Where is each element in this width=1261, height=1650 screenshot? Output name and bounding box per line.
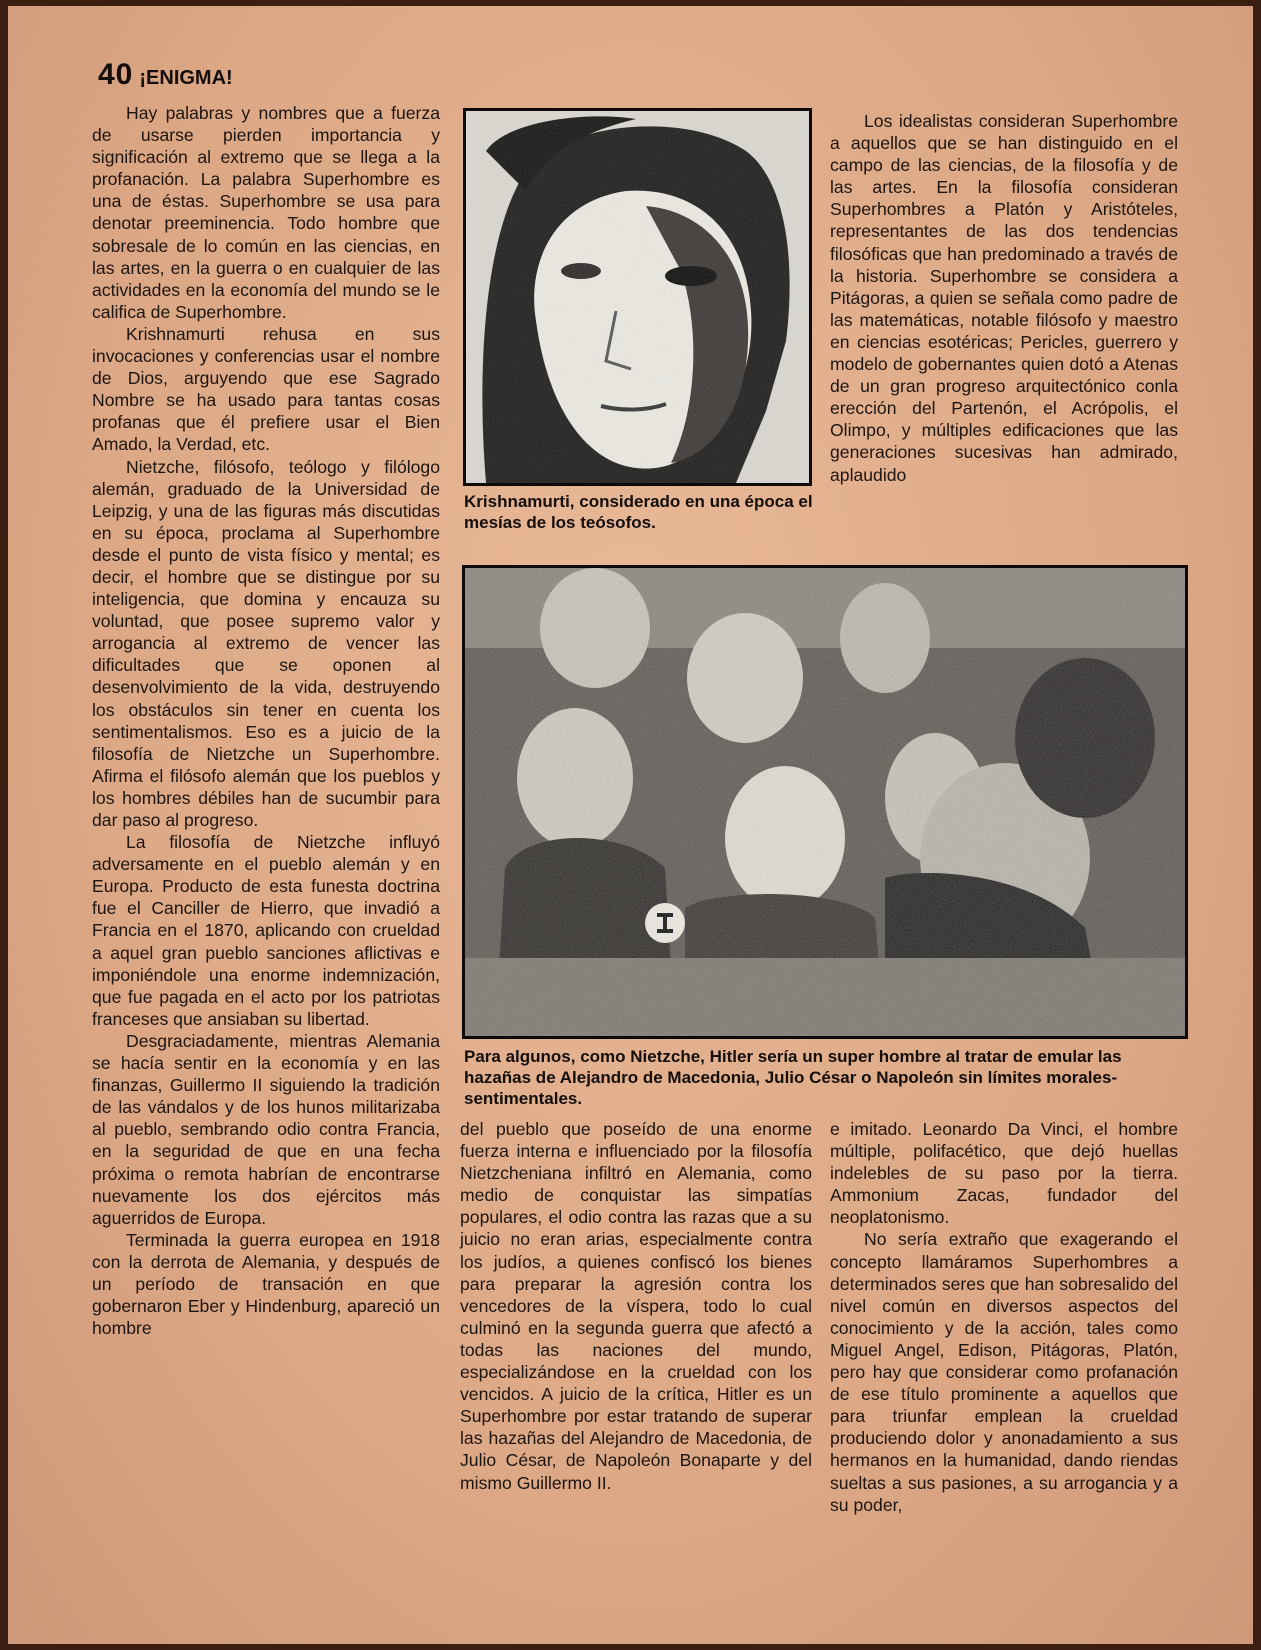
- text-column-right-top: [830, 110, 1178, 486]
- paragraph: Hay palabras y nombres que a fuerza de usarse pierden importancia y significación al extremo que se llega a la profanación. La palabra Superhombre es una de éstas. Superhombre se usa para denotar preeminencia. Todo hombre que sobresale de lo común en las ciencias, en las artes, en la guerra o en cualquier de las actividades en la economía del mundo se le califica de Superhombre.: [92, 103, 440, 322]
- page-number: 40: [98, 58, 134, 91]
- group-photo: [462, 565, 1188, 1039]
- paragraph: La filosofía de Nietzche influyó adversamente en el pueblo alemán y en Europa. Producto de esta funesta doctrina fue el Canciller de Hierro, que invadió a Francia en el 1870, aplicando con crueldad a aquel gran pueblo sanciones aflictivas e imponiéndole una enorme indemnización, que fue pagada en el acto por los patriotas franceses que ansiaban su libertad.: [92, 832, 440, 1029]
- text-column-right-bottom: [830, 1118, 1178, 1516]
- paragraph: No sería extraño que exagerando el concepto llamáramos Superhombres a determinados seres que han sobresalido del nivel común en diversos aspectos del conocimiento y de la acción, tales como Miguel Angel, Edison, Pitágoras, Platón, pero hay que considerar como profanación de ese título prominente a aquellos que para triunfar emplean la crueldad produciendo dolor y anonadamiento a sus hermanos en la humanidad, dando riendas sueltas a sus pasiones, a su arrogancia y a su poder,: [830, 1229, 1178, 1515]
- photo-caption-krishnamurti: Krishnamurti, considerado en una época el mesías de los teósofos.: [464, 492, 813, 532]
- paragraph: Nietzche, filósofo, teólogo y filólogo alemán, graduado de la Universidad de Leipzig, y una de las figuras más discutidas en su época, proclama al Superhombre desde el punto de vista físico y mental; es decir, el hombre que se distingue por su inteligencia, que domina y encauza su voluntad, que posee supremo valor y arrogancia al extremo de vencer las dificultades que se oponen al desenvolvimiento de la vida, destruyendo los obstáculos sin tener en cuenta los sentimentalismos. Eso es a juicio de la filosofía de Nietzche un Superhombre. Afirma el filósofo alemán que los pueblos y los hombres débiles han de sucumbir para dar paso al progreso.: [92, 456, 440, 830]
- krishnamurti-portrait-photo: [463, 108, 812, 486]
- paragraph: Los idealistas consideran Superhombre a aquellos que se han distinguido en el campo de las ciencias, de la filosofía y de las artes. En la filosofía consideran Superhombres a Platón y Aristóteles, representantes de las dos tendencias filosóficas que han predominado a través de la historia. Superhombre se considera a Pitágoras, a quien se señala como padre de las matemáticas, notable filósofo y maestro en ciencias esotéricas; Pericles, guerrero y modelo de gobernantes quien dotó a Atenas de un gran progreso arquitectónico conla erección del Partenón, el Acrópolis, el Olimpo, y múltiples edificaciones que las generaciones sucesivas han admirado, aplaudido: [830, 111, 1178, 485]
- page-header: [98, 58, 233, 92]
- paragraph: e imitado. Leonardo Da Vinci, el hombre múltiple, polifacético, que dejó huellas indelebles de su paso por la tierra. Ammonium Zacas, fundador del neoplatonismo.: [830, 1119, 1178, 1228]
- text-column-middle-bottom: [460, 1118, 812, 1494]
- text-column-left: [92, 102, 440, 1339]
- magazine-title: ¡ENIGMA!: [139, 67, 233, 89]
- paragraph: Krishnamurti rehusa en sus invocaciones y conferencias usar el nombre de Dios, arguyendo que ese Sagrado Nombre se ha usado para tantas cosas profanas que él prefiere usar el Bien Amado, la Verdad, etc.: [92, 323, 440, 455]
- paragraph: Terminada la guerra europea en 1918 con la derrota de Alemania, y después de un período de transación en que gobernaron Eber y Hindenburg, apareció un hombre: [92, 1229, 440, 1339]
- paragraph: del pueblo que poseído de una enorme fuerza interna e influenciado por la filosofía Nietzcheniana infiltró en Alemania, como medio de conquistar las simpatías populares, el odio contra las razas que a su juicio no eran arias, especialmente contra los judíos, a quienes confiscó los bienes para preparar la agresión contra los vencedores de la víspera, todo lo cual culminó en la segunda guerra que afectó a todas las naciones del mundo, especializándose en la crueldad con los vencidos. A juicio de la crítica, Hitler es un Superhombre por estar tratando de superar las hazañas del Alejandro de Macedonia, de Julio César, de Napoleón Bonaparte y del mismo Guillermo II.: [460, 1119, 812, 1493]
- photo-caption-group: Para algunos, como Nietzche, Hitler sería un super hombre al tratar de emular las hazañas de Alejandro de Macedonia, Julio César o Napoleón sin límites morales-sentimentales.: [464, 1047, 1122, 1108]
- paragraph: Desgraciadamente, mientras Alemania se hacía sentir en la economía y en las finanzas, Guillermo II siguiendo la tradición de las vándalos y de los hunos militarizaba al pueblo, sembrando odio contra Francia, en la seguridad de que en una fecha próxima o remota habrían de encontrarse nuevamente los dos ejércitos más aguerridos de Europa.: [92, 1030, 440, 1228]
- magazine-page: [8, 6, 1253, 1644]
